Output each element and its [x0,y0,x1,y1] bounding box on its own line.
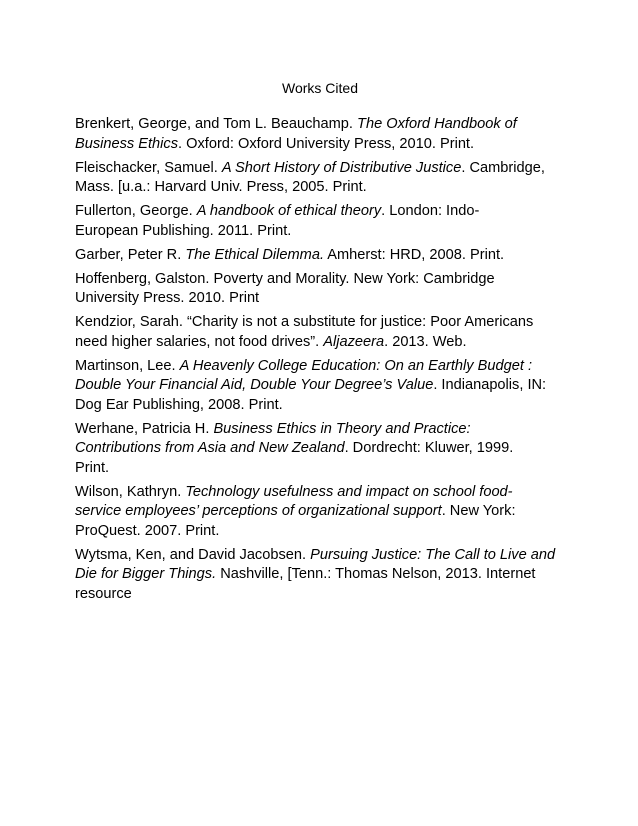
citation-text: Wilson, Kathryn. [75,483,186,500]
citation-line [75,585,565,605]
citation-text: Garber, Peter R. [75,246,186,263]
citation-title-text: Pursuing Justice: The Call to Live and [310,546,556,563]
citation-text: need higher salaries, not food drives”. [75,333,324,350]
citation-line [75,178,565,198]
citation-title-text: service employees’ perceptions of organizational support [75,503,442,519]
citation-text: Amherst: HRD, 2008. Print. [324,246,505,263]
citation-text: . London: Indo- [381,203,480,219]
citation-text: . New York: [441,503,516,519]
citation-title-text: Die for Bigger Things. [75,566,217,582]
citation-text: . Oxford: Oxford University Press, 2010. Print. [178,135,475,152]
citation-title-text: A Heavenly College Education: On an Earthly Budget : [179,357,533,374]
citation-line [75,439,565,459]
citation-entry [75,313,565,352]
citation-line [75,202,565,222]
citation-list [75,115,565,604]
citation-line [75,459,565,479]
citation-text: Mass. [u.a.: Harvard Univ. Press, 2005. Print. [75,179,367,195]
citation-line [75,483,565,503]
citation-line [75,376,565,396]
citation-line [75,289,565,309]
citation-text: Dog Ear Publishing, 2008. Print. [75,396,283,413]
citation-line [75,502,565,522]
citation-line [75,420,565,440]
citation-text: Fleischacker, Samuel. [75,159,222,176]
citation-text: Print. [75,459,110,476]
citation-title-text: Double Your Financial Aid, Double Your Degree’s Value [75,377,434,393]
citation-line [75,546,565,566]
citation-text: Hoffenberg, Galston. Poverty and Morality. New York: Cambridge [75,270,495,287]
citation-text: Kendzior, Sarah. “Charity is not a substitute for justice: Poor Americans [75,314,534,330]
citation-line [75,357,565,377]
citation-text: European Publishing. 2011. Print. [75,222,292,239]
page-title: Works Cited [282,80,358,96]
citation-entry [75,246,565,266]
citation-text: Fullerton, George. [75,203,197,219]
citation-text: Werhane, Patricia H. [75,420,214,437]
citation-text: . 2013. Web. [384,333,467,350]
citation-line [75,222,565,242]
citation-line [75,313,565,333]
citation-entry [75,202,565,241]
citation-title-text: Business Ethics in Theory and Practice: [213,420,471,437]
document-page [75,79,565,609]
citation-text: University Press. 2010. Print [75,290,260,306]
citation-entry [75,483,565,542]
citation-entry [75,420,565,479]
citation-text: ProQuest. 2007. Print. [75,522,220,539]
citation-text: Wytsma, Ken, and David Jacobsen. [75,546,311,563]
citation-entry [75,546,565,605]
citation-line [75,246,565,266]
citation-title-text: Technology usefulness and impact on school food- [185,483,513,500]
citation-text: . Dordrecht: Kluwer, 1999. [344,440,514,456]
citation-entry [75,270,565,309]
citation-title-text: Contributions from Asia and New Zealand [75,440,345,456]
citation-entry [75,159,565,198]
citation-line [75,333,565,353]
citation-text: . Cambridge, [461,159,545,176]
citation-line [75,396,565,416]
citation-line [75,115,565,135]
citation-entry [75,357,565,416]
citation-line [75,270,565,290]
citation-line [75,135,565,155]
citation-title-text: A Short History of Distributive Justice [221,159,462,176]
citation-text: Martinson, Lee. [75,357,180,374]
citation-title-text: A handbook of ethical theory [196,203,382,219]
citation-title-text: Aljazeera [323,333,385,350]
citation-text: Brenkert, George, and Tom L. Beauchamp. [75,116,358,132]
citation-title-text: Business Ethics [75,135,179,152]
citation-text: . Indianapolis, IN: [433,377,547,393]
citation-text: resource [75,585,132,602]
citation-line [75,159,565,179]
citation-title-text: The Ethical Dilemma. [185,246,324,263]
citation-entry [75,115,565,154]
citation-line [75,522,565,542]
citation-line [75,565,565,585]
citation-text: Nashville, [Tenn.: Thomas Nelson, 2013. Internet [216,566,536,582]
citation-title-text: The Oxford Handbook of [357,116,517,132]
